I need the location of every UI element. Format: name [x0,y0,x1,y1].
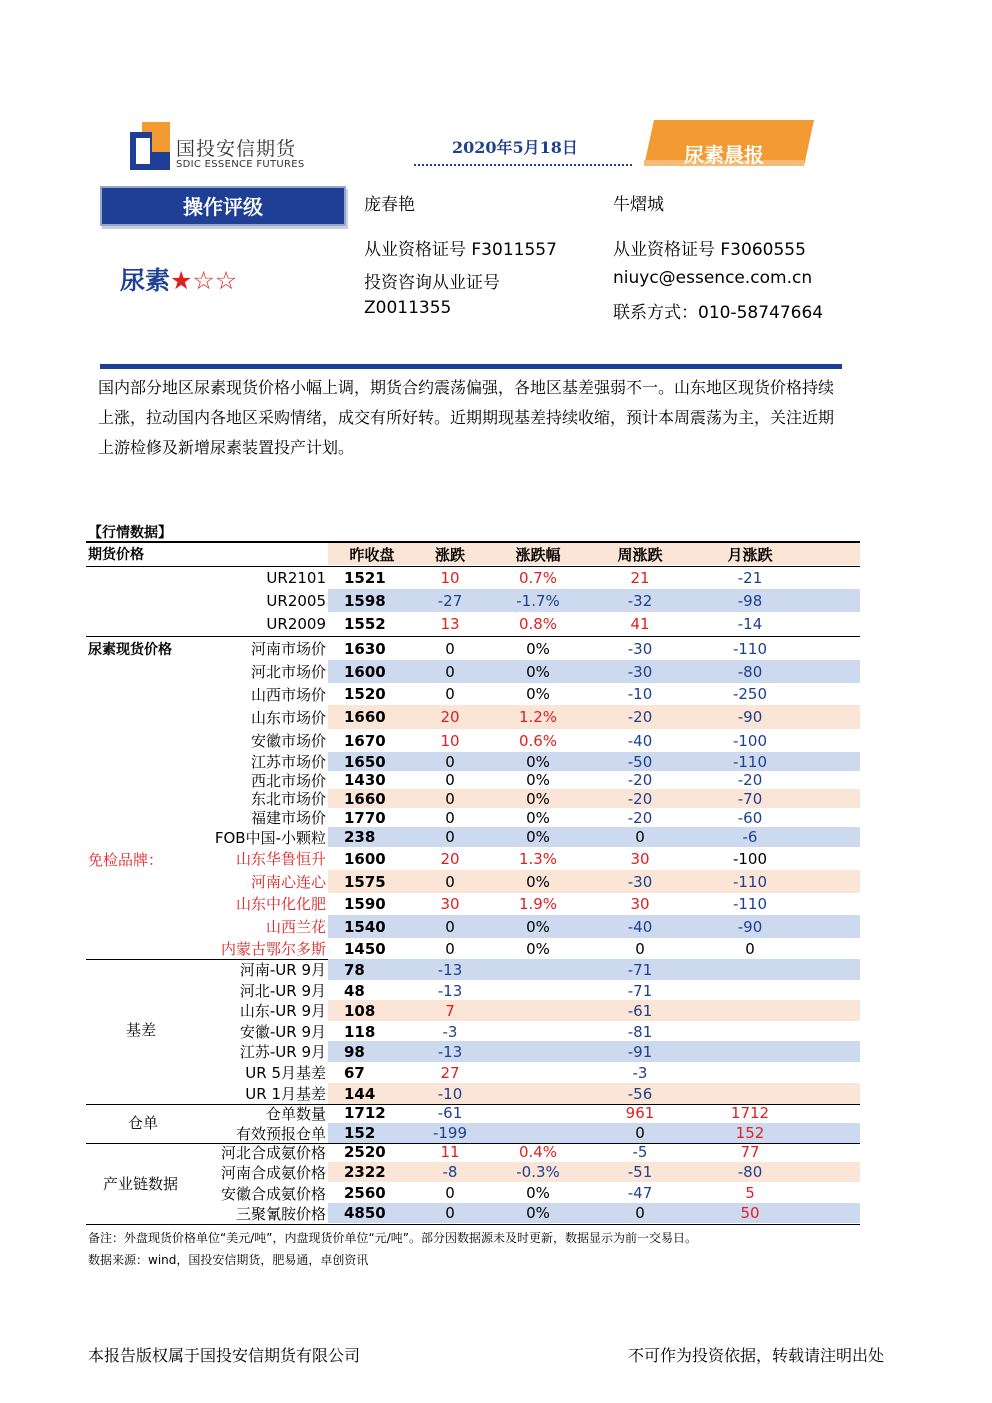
cell-name: 安徽市场价 [250,732,326,750]
analyst1-cert: 从业资格证号 F3011557 [364,240,557,260]
cell-prev: 1712 [344,1104,386,1122]
date-divider [414,164,632,166]
section-divider [100,364,842,369]
cell-chg: -27 [437,591,463,610]
table-row [86,959,860,980]
header-category: 期货价格 [88,547,144,563]
cell-month: -110 [732,639,768,658]
cell-prev: 108 [344,1001,376,1020]
cell-chg: -8 [442,1163,458,1181]
table-row [86,1142,860,1162]
cell-prev: 1660 [344,789,386,808]
cell-month: -6 [742,828,758,846]
cell-pct: 0% [526,1204,550,1222]
cell-pct: 0.6% [518,731,558,750]
cell-month: -250 [732,685,768,703]
header-pct: 涨跌幅 [515,545,561,564]
cell-pct: 0% [526,685,550,703]
cell-prev: 152 [344,1124,376,1142]
table-row [86,847,860,870]
cell-chg: 0 [445,872,455,891]
cell-chg: -199 [432,1124,468,1142]
cell-week: -47 [627,1184,653,1202]
cell-week: 41 [630,614,650,633]
footer-disclaimer: 不可作为投资依据，转载请注明出处 [628,1346,885,1365]
cell-week: -32 [627,591,653,610]
cell-name: 河北市场价 [250,663,326,681]
cell-chg: -10 [437,1084,463,1103]
cell-chg: 0 [445,639,455,658]
analyst2-contact: 联系方式：010-58747664 [613,303,824,323]
cell-prev: 1600 [344,662,386,681]
table-row [86,1203,860,1223]
cell-prev: 1540 [344,917,386,936]
cell-month: -110 [732,872,768,891]
cell-chg: 0 [445,808,455,827]
cell-name: 西北市场价 [250,771,326,790]
cell-month: 5 [745,1184,755,1202]
cell-week: -30 [627,639,653,658]
cell-prev: 1521 [344,568,386,587]
cell-month: 1712 [730,1104,770,1122]
cell-month: 0 [745,939,755,958]
cell-prev: 1590 [344,894,386,913]
cell-prev: 144 [344,1084,376,1103]
cell-pct: 1.2% [518,708,558,726]
table-row [86,789,860,808]
group-label: 尿素现货价格 [88,642,172,658]
cell-name: 山东-UR 9月 [239,1002,326,1020]
cell-name: 山西兰花 [265,918,326,936]
cell-month: -20 [737,771,763,789]
table-row [86,980,860,1001]
cell-week: -71 [627,981,653,1000]
cell-prev: 1450 [344,939,386,958]
cell-prev: 1670 [344,731,386,750]
cell-week: -71 [627,960,653,979]
rating-box: 操作评级 [100,186,346,226]
cell-prev: 2520 [344,1143,386,1161]
logo-text-en: SDIC ESSENCE FUTURES [176,159,305,170]
table-note: 备注：外盘现货价格单位“美元/吨”，内盘现货价单位“元/吨”。部分因数据源未及时更新，数据显示为前一交易日。 [88,1231,697,1245]
table-row [86,1123,860,1143]
table-row [86,771,860,789]
cell-month: -80 [737,1163,763,1181]
cell-pct: 0% [526,662,550,681]
cell-name: 山西市场价 [250,685,326,704]
cell-pct: 1.9% [518,894,558,913]
cell-month: -100 [732,849,768,868]
cell-week: 961 [625,1104,655,1122]
cell-week: -30 [627,662,653,681]
cell-chg: 0 [445,939,455,958]
cell-pct: 0.4% [518,1143,558,1161]
cell-prev: 1650 [344,752,386,771]
table-rule [86,1224,860,1225]
cell-name: 有效预报仓单 [235,1124,326,1143]
cell-chg: 0 [445,685,455,703]
rating-product: 尿素 [120,266,171,295]
cell-prev: 2560 [344,1184,386,1202]
header-month: 月涨跌 [727,545,773,564]
cell-name: 河南心连心 [250,873,326,891]
table-row [86,1021,860,1042]
cell-name: 山东华鲁恒升 [235,850,326,868]
cell-name: 江苏市场价 [250,753,326,771]
cell-week: 0 [635,1204,645,1222]
table-row [86,1103,860,1123]
table-row [86,937,860,960]
table-row [86,870,860,893]
analyst2-name: 牛熠城 [613,195,664,215]
cell-chg: 0 [445,917,455,936]
cell-pct: 0.7% [518,568,558,587]
cell-week: 0 [635,828,645,846]
cell-name: UR2009 [266,614,326,633]
cell-name: 江苏-UR 9月 [239,1043,326,1061]
cell-week: -10 [627,685,653,703]
cell-week: 30 [630,894,650,913]
cell-week: 0 [635,1124,645,1142]
cell-name: 河北-UR 9月 [239,982,326,1000]
cell-week: -56 [627,1084,653,1103]
cell-pct: 0% [526,1184,550,1202]
table-row [86,612,860,635]
cell-chg: 13 [440,614,460,633]
cell-name: 河南合成氨价格 [220,1163,326,1182]
cell-chg: 0 [445,752,455,771]
cell-name: UR 1月基差 [245,1085,326,1103]
cell-pct: 0% [526,771,550,789]
cell-week: -40 [627,917,653,936]
cell-name: UR 5月基差 [245,1064,326,1082]
cell-month: -21 [737,568,763,587]
cell-week: 21 [630,568,650,587]
cell-prev: 1552 [344,614,386,633]
cell-week: -81 [627,1022,653,1041]
cell-month: 50 [740,1204,760,1222]
cell-prev: 78 [344,960,365,979]
footer-copyright: 本报告版权属于国投安信期货有限公司 [88,1346,361,1365]
table-row [86,589,860,612]
cell-prev: 1630 [344,639,386,658]
table-row [86,660,860,683]
cell-week: -20 [627,708,653,726]
cell-pct: -1.7% [516,591,560,610]
cell-name: 河南-UR 9月 [239,961,326,979]
cell-week: -20 [627,808,653,827]
cell-chg: 27 [440,1063,460,1082]
cell-month: -60 [737,808,763,827]
table-row [86,808,860,827]
table-row [86,729,860,752]
cell-month: -14 [737,614,763,633]
cell-week: -91 [627,1042,653,1061]
header-week: 周涨跌 [617,545,663,564]
table-source: 数据来源：wind，国投安信期货，肥易通，卓创资讯 [88,1253,369,1267]
cell-week: 0 [635,939,645,958]
cell-prev: 4850 [344,1204,386,1222]
cell-prev: 118 [344,1022,376,1041]
cell-month: 77 [740,1143,760,1161]
cell-pct: 0% [526,917,550,936]
cell-pct: 0% [526,639,550,658]
cell-prev: 1520 [344,685,386,703]
cell-chg: 11 [440,1143,460,1161]
group-label: 免检品牌： [88,851,164,869]
table-row [86,683,860,705]
cell-month: -110 [732,894,768,913]
header-prev: 昨收盘 [349,545,395,564]
cell-prev: 1598 [344,591,386,610]
cell-prev: 1430 [344,771,386,789]
cell-prev: 1660 [344,708,386,726]
market-section-title: 【行情数据】 [88,525,172,541]
cell-prev: 1600 [344,849,386,868]
header-chg: 涨跌 [434,545,465,564]
cell-week: -40 [627,731,653,750]
cell-chg: 30 [440,894,460,913]
cell-week: -5 [632,1143,648,1161]
cell-chg: 0 [445,828,455,846]
logo-text-cn: 国投安信期货 [176,138,297,160]
cell-month: -90 [737,708,763,726]
table-row [86,705,860,729]
table-row [86,892,860,915]
rating-stars: ★☆☆ [170,266,238,295]
cell-chg: -13 [437,1042,463,1061]
group-label: 基差 [126,1021,157,1039]
cell-name: 内蒙古鄂尔多斯 [220,940,326,958]
market-summary: 国内部分地区尿素现货价格小幅上调，期货合约震荡偏强，各地区基差强弱不一。山东地区现货价格持续上涨，拉动国内各地区采购情绪，成交有所好转。近期期现基差持续收缩，预计本周震荡为主，关注近期上游检修及新增尿素装置投产计划。 [98,378,835,457]
cell-name: 安徽合成氨价格 [220,1184,326,1203]
cell-week: -50 [627,752,653,771]
cell-week: -20 [627,789,653,808]
analyst1-consult-no: Z0011355 [364,298,452,318]
table-row [86,566,860,589]
cell-prev: 238 [344,828,376,846]
cell-chg: 10 [440,731,460,750]
cell-week: -3 [632,1063,648,1082]
cell-prev: 98 [344,1042,365,1061]
cell-chg: 10 [440,568,460,587]
cell-month: -80 [737,662,763,681]
cell-prev: 2322 [344,1163,386,1181]
cell-chg: 20 [440,849,460,868]
table-header-row [86,543,860,565]
cell-pct: 0% [526,872,550,891]
group-label: 产业链数据 [103,1175,179,1193]
table-row [86,1000,860,1021]
cell-name: 河北合成氨价格 [220,1143,326,1162]
cell-prev: 48 [344,981,365,1000]
cell-chg: -13 [437,981,463,1000]
table-row [86,1062,860,1083]
cell-name: 三聚氰胺价格 [235,1204,326,1223]
cell-week: -20 [627,771,653,789]
cell-pct: 0% [526,828,550,846]
cell-name: 仓单数量 [265,1104,326,1123]
table-row [86,915,860,938]
cell-prev: 67 [344,1063,365,1082]
cell-name: 东北市场价 [250,790,326,808]
cell-month: -110 [732,752,768,771]
cell-pct: 0% [526,939,550,958]
cell-pct: 1.3% [518,849,558,868]
table-row [86,637,860,660]
cell-chg: 0 [445,662,455,681]
cell-name: UR2005 [266,591,326,610]
cell-name: UR2101 [266,568,326,587]
cell-week: -30 [627,872,653,891]
cell-pct: 0.8% [518,614,558,633]
cell-month: -98 [737,591,763,610]
cell-month: -70 [737,789,763,808]
analyst1-consult-label: 投资咨询从业证号 [364,273,500,293]
company-logo-icon [130,122,170,170]
cell-chg: -13 [437,960,463,979]
cell-chg: 20 [440,708,460,726]
table-row [86,752,860,771]
cell-week: 30 [630,849,650,868]
cell-name: FOB中国-小颗粒 [214,828,326,847]
group-label: 仓单 [128,1114,159,1132]
product-rating [120,261,237,297]
cell-chg: 7 [445,1001,455,1020]
table-row [86,827,860,847]
report-tag: 尿素晨报 [684,143,764,167]
cell-chg: -3 [442,1022,458,1041]
cell-week: -51 [627,1163,653,1181]
cell-pct: 0% [526,808,550,827]
cell-name: 河南市场价 [250,640,326,658]
cell-prev: 1575 [344,872,386,891]
cell-month: -90 [737,917,763,936]
analyst2-cert: 从业资格证号 F3060555 [613,240,806,260]
cell-chg: 0 [445,771,455,789]
cell-name: 安徽-UR 9月 [239,1023,326,1041]
table-row [86,1041,860,1062]
table-row [86,1162,860,1182]
cell-pct: 0% [526,789,550,808]
report-date: 2020年5月18日 [452,138,578,157]
analyst2-email[interactable]: niuyc@essence.com.cn [613,268,813,288]
cell-pct: 0% [526,752,550,771]
cell-name: 山东市场价 [250,708,326,727]
cell-name: 福建市场价 [250,809,326,827]
cell-pct: -0.3% [516,1163,560,1181]
cell-month: -100 [732,731,768,750]
table-row [86,1083,860,1104]
cell-week: -61 [627,1001,653,1020]
analyst1-name: 庞春艳 [364,195,415,215]
cell-prev: 1770 [344,808,386,827]
table-row [86,1183,860,1203]
cell-chg: 0 [445,789,455,808]
cell-name: 山东中化化肥 [235,895,326,913]
cell-chg: 0 [445,1184,455,1202]
cell-chg: -61 [437,1104,463,1122]
cell-chg: 0 [445,1204,455,1222]
cell-month: 152 [735,1124,765,1142]
